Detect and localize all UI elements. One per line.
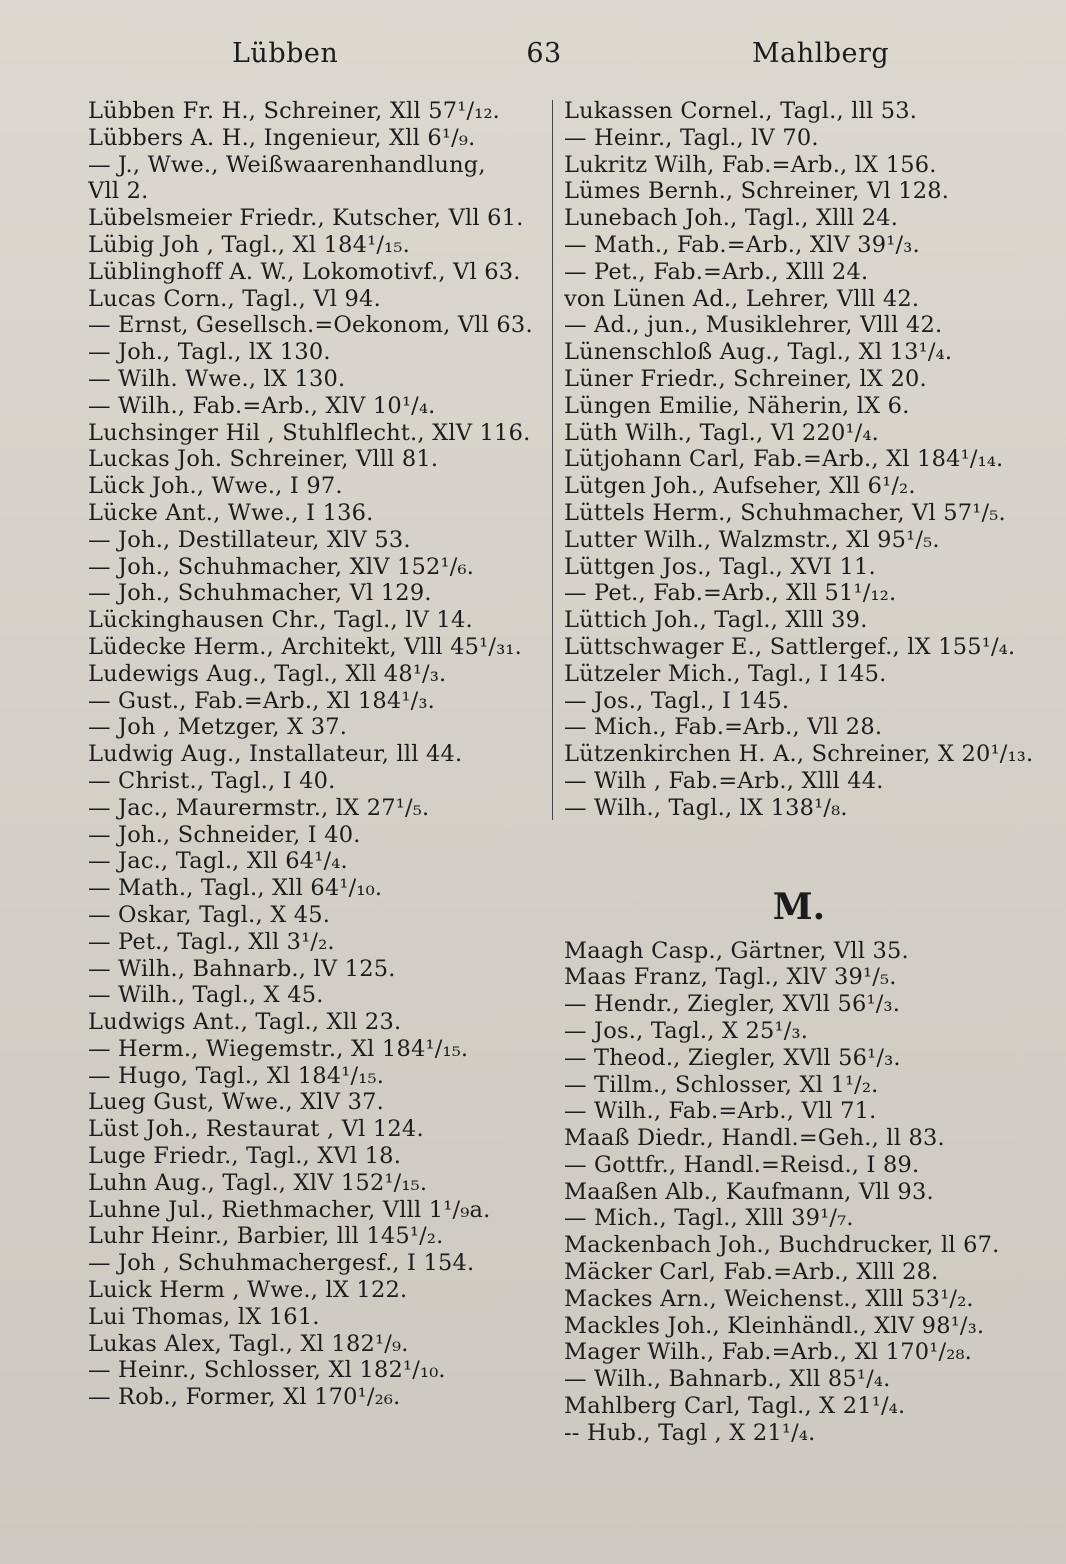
left-column	[88, 98, 540, 1411]
directory-entry: Luckas Joh. Schreiner, Vlll 81.	[88, 446, 439, 473]
running-head-right: Mahlberg	[752, 38, 890, 69]
directory-entry: — Gottfr., Handl.=Reisd., I 89.	[564, 1151, 920, 1178]
directory-entry: Mäcker Carl, Fab.=Arb., Xlll 28.	[564, 1259, 939, 1286]
directory-entry: — J., Wwe., Weißwaarenhandlung,	[88, 151, 486, 178]
directory-entry: — Theod., Ziegler, XVll 56¹/₃.	[564, 1044, 901, 1071]
directory-entry: Maaßen Alb., Kaufmann, Vll 93.	[564, 1178, 934, 1205]
directory-entry: Lüst Joh., Restaurat , Vl 124.	[88, 1116, 424, 1143]
directory-entry: Ludwig Aug., Installateur, lll 44.	[88, 741, 463, 768]
directory-entry: Mahlberg Carl, Tagl., X 21¹/₄.	[564, 1393, 906, 1420]
directory-entry: — Wilh., Bahnarb., Xll 85¹/₄.	[564, 1366, 891, 1393]
directory-entry: Luhn Aug., Tagl., XlV 152¹/₁₅.	[88, 1169, 428, 1196]
directory-entry: — Christ., Tagl., I 40.	[88, 767, 336, 794]
directory-entry: Lübelsmeier Friedr., Kutscher, Vll 61.	[88, 205, 524, 232]
directory-entry: — Joh , Schuhmachergesf., I 154.	[88, 1250, 475, 1277]
page-number: 63	[526, 38, 562, 69]
right-column-l-entries	[564, 98, 1034, 822]
directory-entry: — Gust., Fab.=Arb., Xl 184¹/₃.	[88, 687, 436, 714]
directory-entry: Luge Friedr., Tagl., XVl 18.	[88, 1143, 402, 1170]
directory-entry: Mackenbach Joh., Buchdrucker, ll 67.	[564, 1232, 1000, 1259]
directory-entry: Lützeler Mich., Tagl., I 145.	[564, 660, 887, 687]
directory-entry: — Mich., Tagl., Xlll 39¹/₇.	[564, 1205, 854, 1232]
directory-entry: — Wilh., Tagl., lX 138¹/₈.	[564, 794, 848, 821]
directory-entry: — Jos., Tagl., I 145.	[564, 687, 790, 714]
directory-entry: Mackles Joh., Kleinhändl., XlV 98¹/₃.	[564, 1312, 985, 1339]
directory-entry: Lüdecke Herm., Architekt, Vlll 45¹/₃₁.	[88, 633, 522, 660]
directory-entry: — Wilh., Tagl., X 45.	[88, 982, 324, 1009]
directory-entry: — Wilh., Fab.=Arb., XlV 10¹/₄.	[88, 392, 436, 419]
directory-entry: — Jac., Tagl., Xll 64¹/₄.	[88, 848, 348, 875]
directory-entry: Lüttgen Jos., Tagl., XVI 11.	[564, 553, 876, 580]
directory-entry: Lübben Fr. H., Schreiner, Xll 57¹/₁₂.	[88, 98, 501, 124]
directory-entry: — Wilh., Bahnarb., lV 125.	[88, 955, 396, 982]
directory-entry: — Oskar, Tagl., X 45.	[88, 901, 331, 928]
directory-entry: Ludwigs Ant., Tagl., Xll 23.	[88, 1009, 402, 1036]
directory-entry: Lütgen Joh., Aufseher, Xll 6¹/₂.	[564, 473, 916, 500]
directory-entry: Lukassen Cornel., Tagl., lll 53.	[564, 98, 918, 124]
directory-entry: Lüth Wilh., Tagl., Vl 220¹/₄.	[564, 419, 880, 446]
directory-entry: Maaß Diedr., Handl.=Geh., ll 83.	[564, 1125, 945, 1152]
directory-entry: — Joh , Metzger, X 37.	[88, 714, 348, 741]
directory-entry: Luick Herm , Wwe., lX 122.	[88, 1277, 408, 1304]
directory-entry: — Mich., Fab.=Arb., Vll 28.	[564, 714, 883, 741]
directory-entry: — Heinr., Schlosser, Xl 182¹/₁₀.	[88, 1357, 446, 1384]
directory-entry: Lück Joh., Wwe., I 97.	[88, 473, 343, 500]
right-column-m-entries	[564, 938, 1034, 1447]
directory-entry: — Wilh , Fab.=Arb., Xlll 44.	[564, 767, 884, 794]
directory-entry: — Pet., Fab.=Arb., Xlll 24.	[564, 258, 869, 285]
directory-entry: Luchsinger Hil , Stuhlflecht., XlV 116.	[88, 419, 531, 446]
directory-entry: Mackes Arn., Weichenst., Xlll 53¹/₂.	[564, 1285, 974, 1312]
right-column	[564, 98, 1034, 1447]
directory-entry: — Rob., Former, Xl 170¹/₂₆.	[88, 1384, 401, 1411]
directory-entry: Lüblinghoff A. W., Lokomotivf., Vl 63.	[88, 258, 521, 285]
directory-entry: — Ernst, Gesellsch.=Oekonom, Vll 63.	[88, 312, 533, 339]
directory-entry: — Pet., Tagl., Xll 3¹/₂.	[88, 928, 335, 955]
directory-entry: — Hendr., Ziegler, XVll 56¹/₃.	[564, 991, 901, 1018]
section-letter-heading: M.	[772, 885, 826, 928]
directory-entry: von Lünen Ad., Lehrer, Vlll 42.	[564, 285, 920, 312]
directory-entry: — Math., Fab.=Arb., XlV 39¹/₃.	[564, 231, 920, 258]
directory-entry: Lücke Ant., Wwe., I 136.	[88, 499, 374, 526]
directory-entry: Luhne Jul., Riethmacher, Vlll 1¹/₉a.	[88, 1196, 491, 1223]
directory-entry: — Jac., Maurermstr., lX 27¹/₅.	[88, 794, 430, 821]
directory-entry: — Wilh., Fab.=Arb., Vll 71.	[564, 1098, 877, 1125]
directory-entry: Lukas Alex, Tagl., Xl 182¹/₉.	[88, 1330, 409, 1357]
directory-entry: Vll 2.	[88, 178, 149, 205]
directory-entry: Lukritz Wilh, Fab.=Arb., lX 156.	[564, 151, 937, 178]
directory-entry: — Wilh. Wwe., lX 130.	[88, 365, 346, 392]
directory-entry: — Pet., Fab.=Arb., Xll 51¹/₁₂.	[564, 580, 897, 607]
directory-entry: — Math., Tagl., Xll 64¹/₁₀.	[88, 875, 383, 902]
directory-entry: Lüttich Joh., Tagl., Xlll 39.	[564, 607, 868, 634]
directory-entry: Lüttschwager E., Sattlergef., lX 155¹/₄.	[564, 633, 1016, 660]
column-divider	[552, 100, 553, 820]
directory-entry: Lützenkirchen H. A., Schreiner, X 20¹/₁₃.	[564, 741, 1034, 768]
directory-entry: — Herm., Wiegemstr., Xl 184¹/₁₅.	[88, 1035, 469, 1062]
directory-entry: Lutter Wilh., Walzmstr., Xl 95¹/₅.	[564, 526, 940, 553]
directory-entry: Lüner Friedr., Schreiner, lX 20.	[564, 365, 927, 392]
directory-entry: Lunebach Joh., Tagl., Xlll 24.	[564, 205, 899, 232]
directory-entry: Lünenschloß Aug., Tagl., Xl 13¹/₄.	[564, 339, 953, 366]
directory-entry: Mager Wilh., Fab.=Arb., Xl 170¹/₂₈.	[564, 1339, 973, 1366]
directory-entry: Lütjohann Carl, Fab.=Arb., Xl 184¹/₁₄.	[564, 446, 1004, 473]
directory-entry: Lüttels Herm., Schuhmacher, Vl 57¹/₅.	[564, 499, 1006, 526]
directory-entry: Lübbers A. H., Ingenieur, Xll 6¹/₉.	[88, 124, 476, 151]
directory-entry: Lucas Corn., Tagl., Vl 94.	[88, 285, 381, 312]
directory-entry: Lueg Gust, Wwe., XlV 37.	[88, 1089, 385, 1116]
directory-entry: Lüngen Emilie, Näherin, lX 6.	[564, 392, 910, 419]
directory-entry: Lümes Bernh., Schreiner, Vl 128.	[564, 178, 950, 205]
directory-entry: — Hugo, Tagl., Xl 184¹/₁₅.	[88, 1062, 385, 1089]
directory-entry: — Heinr., Tagl., lV 70.	[564, 124, 819, 151]
directory-entry: Ludewigs Aug., Tagl., Xll 48¹/₃.	[88, 660, 447, 687]
directory-entry: Lückinghausen Chr., Tagl., lV 14.	[88, 607, 473, 634]
directory-entry: — Joh., Destillateur, XlV 53.	[88, 526, 411, 553]
directory-entry: Luhr Heinr., Barbier, lll 145¹/₂.	[88, 1223, 444, 1250]
directory-entry: Maagh Casp., Gärtner, Vll 35.	[564, 937, 909, 964]
directory-entry: — Joh., Schneider, I 40.	[88, 821, 361, 848]
directory-entry: — Joh., Tagl., lX 130.	[88, 339, 331, 366]
directory-entry: — Jos., Tagl., X 25¹/₃.	[564, 1017, 809, 1044]
directory-entry: Lübig Joh , Tagl., Xl 184¹/₁₅.	[88, 231, 410, 258]
directory-entry: -- Hub., Tagl , X 21¹/₄.	[564, 1419, 816, 1446]
directory-entry: — Tillm., Schlosser, Xl 1¹/₂.	[564, 1071, 879, 1098]
directory-entry: Maas Franz, Tagl., XlV 39¹/₅.	[564, 964, 897, 991]
directory-entry: — Joh., Schuhmacher, Vl 129.	[88, 580, 432, 607]
section-gap	[564, 822, 1034, 876]
directory-entry: — Ad., jun., Musiklehrer, Vlll 42.	[564, 312, 943, 339]
directory-entry: Lui Thomas, lX 161.	[88, 1303, 320, 1330]
directory-entry: — Joh., Schuhmacher, XlV 152¹/₆.	[88, 553, 475, 580]
running-head-left: Lübben	[232, 38, 339, 69]
